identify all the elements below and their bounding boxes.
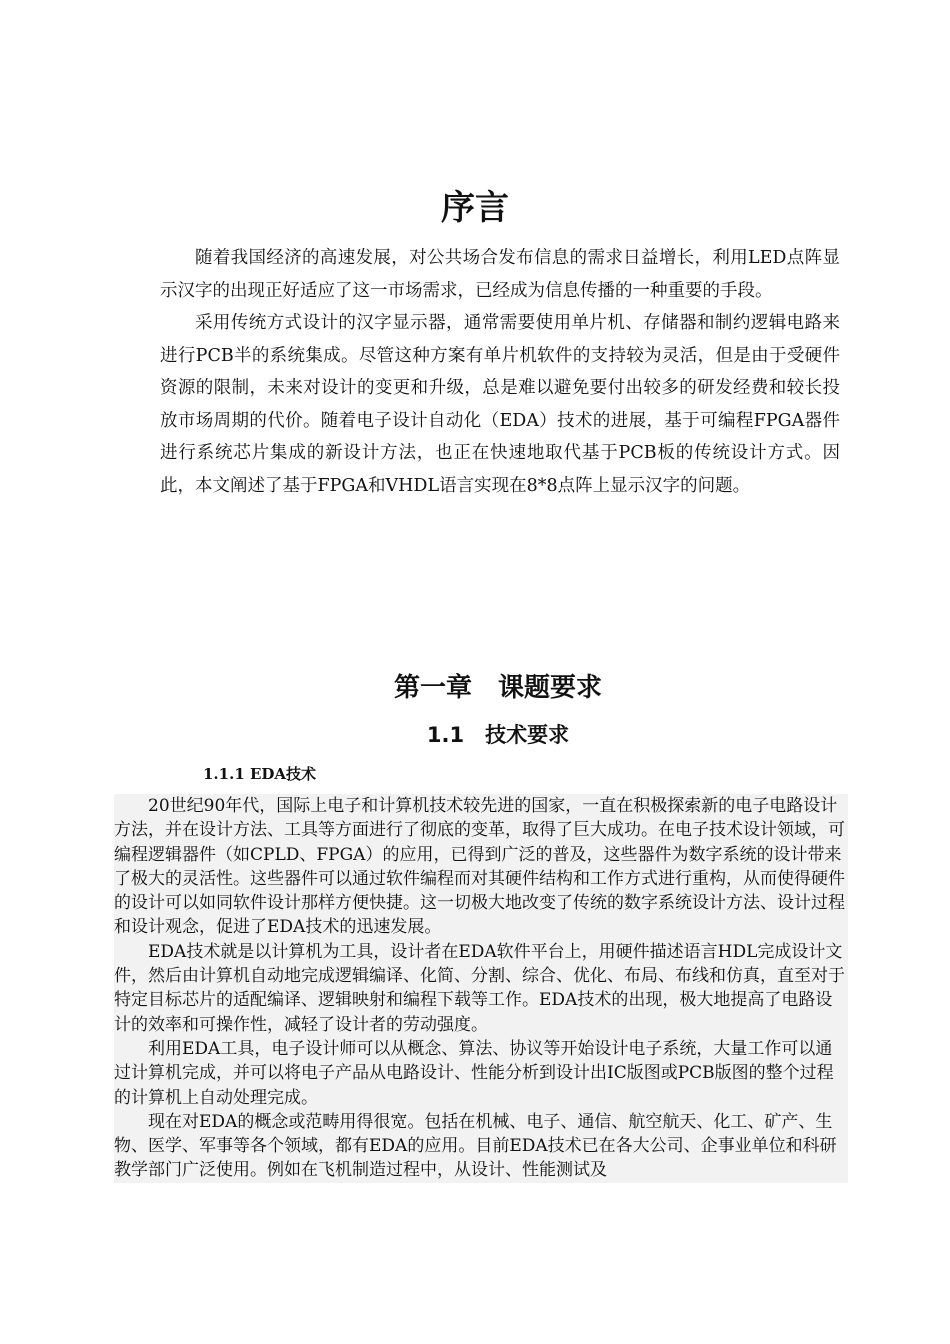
section-title: 1.1 技术要求	[426, 723, 570, 747]
preface-body	[160, 242, 840, 502]
preface-paragraph: 采用传统方式设计的汉字显示器，通常需要使用单片机、存储器和制约逻辑电路来进行PCB半的系统集成。尽管这种方案有单片机软件的支持较为灵活，但是由于受硬件资源的限制，未来对设计的变更和升级，总是难以避免要付出较多的研发经费和较长投放市场周期的代价。随着电子设计自动化（EDA）技术的进展，基于可编程FPGA器件进行系统芯片集成的新设计方法，也正在快速地取代基于PCB板的传统设计方式。因此，本文阐述了基于FPGA和VHDL语言实现在8*8点阵上显示汉字的问题。	[160, 313, 840, 496]
body-paragraph: 20世纪90年代，国际上电子和计算机技术较先进的国家，一直在积极探索新的电子电路设计方法，并在设计方法、工具等方面进行了彻底的变革，取得了巨大成功。在电子技术设计领域，可编程逻辑器件（如CPLD、FPGA）的应用，已得到广泛的普及，这些器件为数字系统的设计带来了极大的灵活性。这些器件可以通过软件编程而对其硬件结构和工作方式进行重构，从而使得硬件的设计可以如同软件设计那样方便快捷。这一切极大地改变了传统的数字系统设计方法、设计过程和设计观念，促进了EDA技术的迅速发展。	[114, 796, 845, 938]
body-paragraph: 现在对EDA的概念或范畴用得很宽。包括在机械、电子、通信、航空航天、化工、矿产、生物、医学、军事等各个领域，都有EDA的应用。目前EDA技术已在各大公司、企事业单位和科研教学部门广泛使用。例如在飞机制造过程中，从设计、性能测试及	[114, 1111, 837, 1181]
chapter-title: 第一章 课题要求	[393, 673, 602, 703]
eda-section-body	[114, 794, 848, 1183]
body-paragraph: 利用EDA工具，电子设计师可以从概念、算法、协议等开始设计电子系统，大量工作可以通过计算机完成，并可以将电子产品从电路设计、性能分析到设计出IC版图或PCB版图的整个过程的计算机上自动处理完成。	[114, 1038, 834, 1108]
subsection-title: 1.1.1 EDA技术	[203, 765, 317, 783]
body-paragraph: EDA技术就是以计算机为工具，设计者在EDA软件平台上，用硬件描述语言HDL完成设计文件，然后由计算机自动地完成逻辑编译、化简、分割、综合、优化、布局、布线和仿真，直至对于特定目标芯片的适配编译、逻辑映射和编程下载等工作。EDA技术的出现，极大地提高了电路设计的效率和可操作性，减轻了设计者的劳动强度。	[114, 941, 845, 1035]
preface-title: 序言	[441, 188, 509, 228]
preface-paragraph: 随着我国经济的高速发展，对公共场合发布信息的需求日益增长，利用LED点阵显示汉字的出现正好适应了这一市场需求，已经成为信息传播的一种重要的手段。	[160, 248, 840, 301]
